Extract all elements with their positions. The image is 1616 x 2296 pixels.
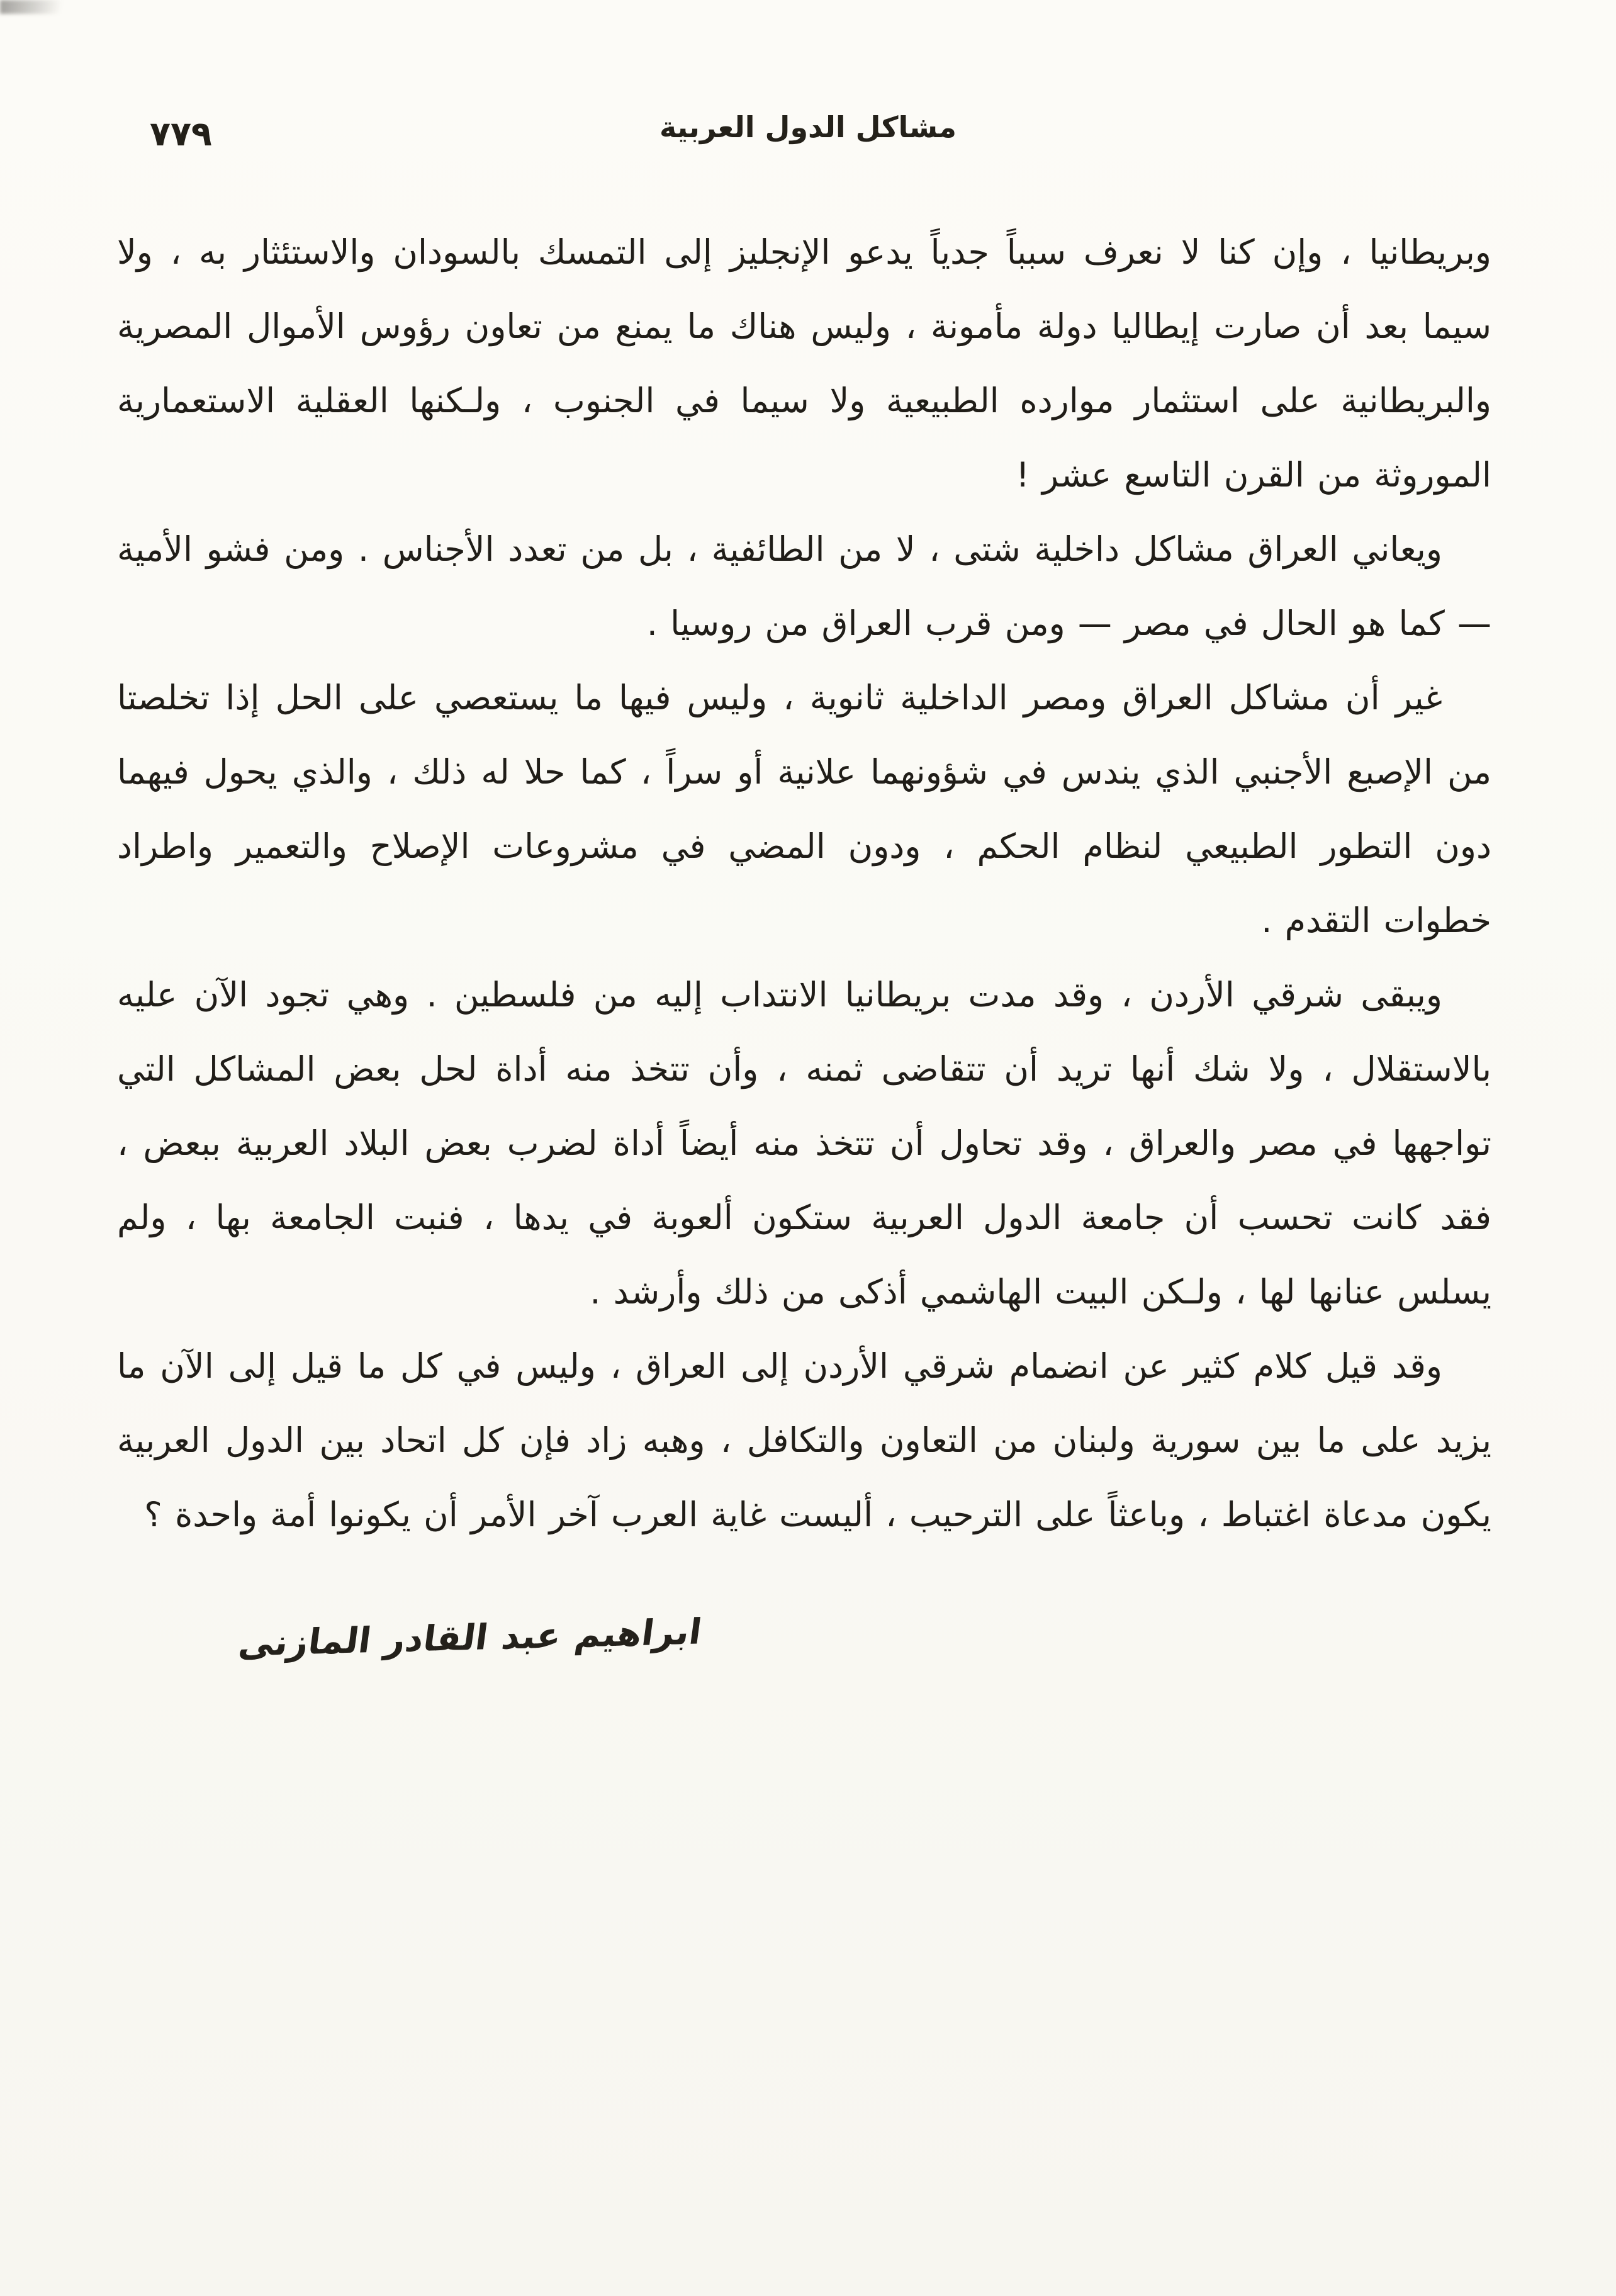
signature-block bbox=[117, 1601, 1491, 1675]
author-signature: ابراهيم عبد القادر المازنى bbox=[236, 1611, 704, 1665]
body-paragraph-5: وقد قيل كلام كثير عن انضمام شرقي الأردن إلى العراق ، وليس في كل ما قيل إلى الآن ما يزيد على ما بين سورية ولبنان من التعاون والتكافل ، وهبه زاد فإن كل اتحاد بين الدول العربية يكون مدعاة اغتباط ، وباعثاً على الترحيب ، أليست غاية العرب آخر الأمر أن يكونوا أمة واحدة ؟ bbox=[117, 1346, 1491, 1534]
page-header bbox=[0, 110, 1616, 167]
body-paragraph-4: ويبقى شرقي الأردن ، وقد مدت بريطانيا الانتداب إليه من فلسطين . وهي تجود الآن عليه بالاستقلال ، ولا شك أنها تريد أن تتقاضى ثمنه ، وأن تتخذ منه أداة لحل بعض المشاكل التي تواجهها في مصر والعراق ، وقد تحاول أن تتخذ منه أيضاً أداة لضرب بعض البلاد العربية ببعض ، فقد كانت تحسب أن جامعة الدول العربية ستكون ألعوبة في يدها ، فنبت الجامعة بها ، ولم يسلس عنانها لها ، ولـكن البيت الهاشمي أذكى من ذلك وأرشد . bbox=[117, 975, 1491, 1312]
page-number: ٧٧٩ bbox=[150, 114, 212, 154]
header-title: مشاكل الدول العربية bbox=[659, 110, 957, 144]
document-body bbox=[117, 215, 1491, 1675]
body-paragraph-2: ويعاني العراق مشاكل داخلية شتى ، لا من الطائفية ، بل من تعدد الأجناس . ومن فشو الأمية — كما هو الحال في مصر — ومن قرب العراق من روسيا . bbox=[117, 529, 1491, 643]
body-paragraph-3: غير أن مشاكل العراق ومصر الداخلية ثانوية ، وليس فيها ما يستعصي على الحل إذا تخلصتا من الإصبع الأجنبي الذي يندس في شؤونهما علانية أو سراً ، كما حلا له ذلك ، والذي يحول فيهما دون التطور الطبيعي لنظام الحكم ، ودون المضي في مشروعات الإصلاح والتعمير واطراد خطوات التقدم . bbox=[117, 678, 1491, 940]
body-paragraph-1: وبريطانيا ، وإن كنا لا نعرف سبباً جدياً يدعو الإنجليز إلى التمسك بالسودان والاستئثار به ، ولا سيما بعد أن صارت إيطاليا دولة مأمونة ، وليس هناك ما يمنع من تعاون رؤوس الأموال المصرية والبريطانية على استثمار موارده الطبيعية ولا سيما في الجنوب ، ولـكنها العقلية الاستعمارية الموروثة من القرن التاسع عشر ! bbox=[117, 232, 1491, 495]
scan-edge-artifact bbox=[0, 0, 82, 14]
